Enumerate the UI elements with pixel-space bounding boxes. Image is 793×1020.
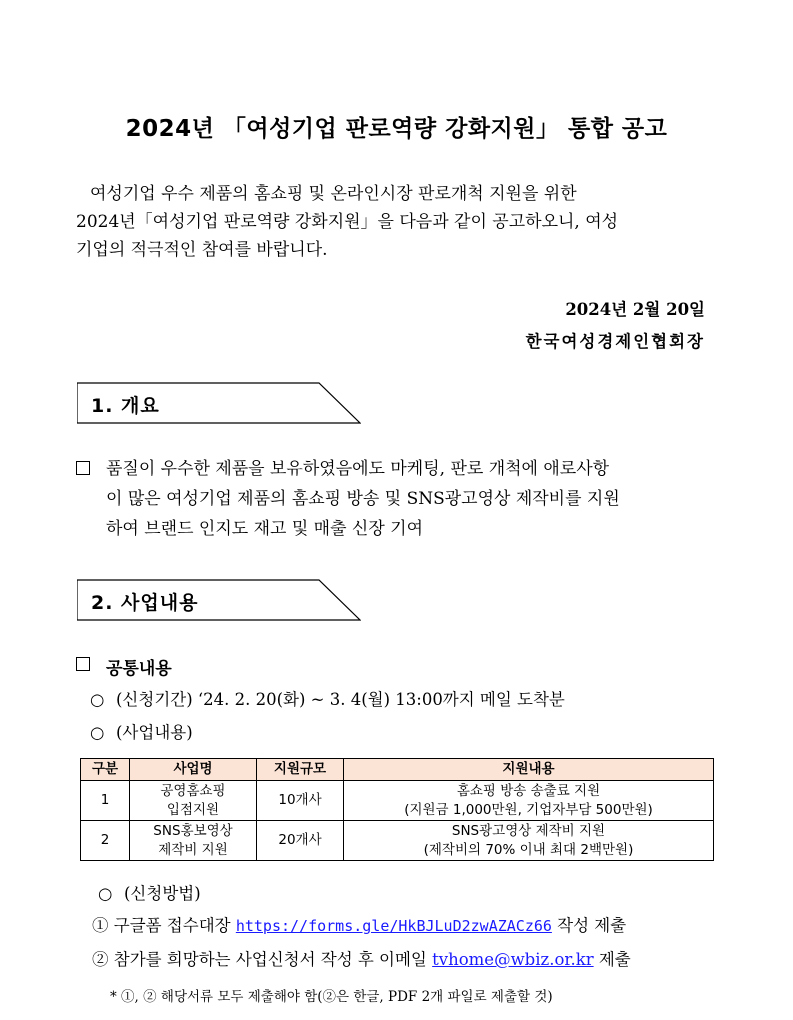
google-form-link[interactable]: https://forms.gle/HkBJLuD2zwAZACz66 bbox=[235, 917, 552, 935]
business-table bbox=[80, 758, 714, 861]
circled-one-icon: ① bbox=[92, 916, 109, 935]
cell-scale: 20개사 bbox=[257, 821, 344, 861]
intro-line: 2024년「여성기업 판로역량 강화지원」을 다음과 같이 공고하오니, 여성 bbox=[76, 212, 619, 232]
col-header: 사업명 bbox=[130, 759, 257, 781]
col-header: 구분 bbox=[81, 759, 130, 781]
section-header-business bbox=[77, 579, 361, 621]
common-heading: 공통내용 bbox=[76, 654, 172, 679]
circled-two-icon: ② bbox=[92, 950, 109, 969]
circle-bullet-icon: ○ bbox=[98, 884, 113, 903]
email-link[interactable]: tvhome@wbiz.or.kr bbox=[432, 950, 594, 969]
table-row bbox=[81, 781, 714, 821]
col-header: 지원규모 bbox=[257, 759, 344, 781]
apply-step-2: ② 참가를 희망하는 사업신청서 작성 후 이메일 tvhome@wbiz.or.kr 제출 bbox=[92, 950, 631, 969]
issuing-organization: 한국여성경제인협회장 bbox=[525, 332, 705, 351]
cell-scale: 10개사 bbox=[257, 781, 344, 821]
section-header-overview bbox=[77, 382, 361, 424]
section-title: 2. 사업내용 bbox=[91, 592, 199, 614]
application-method-label: ○ (신청방법) bbox=[98, 884, 201, 903]
submission-note: * ①, ② 해당서류 모두 제출해야 함(②은 한글, PDF 2개 파일로 제출할 것) bbox=[110, 989, 553, 1005]
col-header: 지원내용 bbox=[344, 759, 714, 781]
overview-line: 하여 브랜드 인지도 재고 및 매출 신장 기여 bbox=[106, 519, 424, 539]
business-content-label: ○ (사업내용) bbox=[90, 723, 193, 742]
cell-name: SNS홍보영상 제작비 지원 bbox=[130, 821, 257, 861]
table-header-row bbox=[81, 759, 714, 781]
announcement-date: 2024년 2월 20일 bbox=[565, 300, 705, 319]
checkbox-square-icon bbox=[76, 657, 90, 671]
cell-desc: 홈쇼핑 방송 송출료 지원 (지원금 1,000만원, 기업자부담 500만원) bbox=[344, 781, 714, 821]
intro-line: 여성기업 우수 제품의 홈쇼핑 및 온라인시장 판로개척 지원을 위한 bbox=[90, 184, 577, 204]
circle-bullet-icon: ○ bbox=[90, 690, 105, 709]
intro-line: 기업의 적극적인 참여를 바랍니다. bbox=[76, 240, 328, 260]
page-title: 2024년 「여성기업 판로역량 강화지원」 통합 공고 bbox=[125, 116, 668, 142]
overview-line: 품질이 우수한 제품을 보유하였음에도 마케팅, 판로 개척에 애로사항 bbox=[106, 459, 610, 479]
cell-no: 1 bbox=[81, 781, 130, 821]
intro-paragraph bbox=[76, 180, 718, 264]
table-row bbox=[81, 821, 714, 861]
overview-item bbox=[76, 454, 721, 544]
cell-name: 공영홈쇼핑 입점지원 bbox=[130, 781, 257, 821]
cell-no: 2 bbox=[81, 821, 130, 861]
cell-desc: SNS광고영상 제작비 지원 (제작비의 70% 이내 최대 2백만원) bbox=[344, 821, 714, 861]
section-title: 1. 개요 bbox=[91, 395, 160, 417]
overview-line: 이 많은 여성기업 제품의 홈쇼핑 방송 및 SNS광고영상 제작비를 지원 bbox=[106, 489, 620, 509]
checkbox-square-icon bbox=[76, 461, 90, 475]
apply-step-1: ① 구글폼 접수대장 https://forms.gle/HkBJLuD2zwAZACz66 작성 제출 bbox=[92, 916, 627, 935]
application-period: ○ (신청기간) ‘24. 2. 20(화) ~ 3. 4(월) 13:00까지 메일 도착분 bbox=[90, 690, 565, 709]
circle-bullet-icon: ○ bbox=[90, 723, 105, 742]
